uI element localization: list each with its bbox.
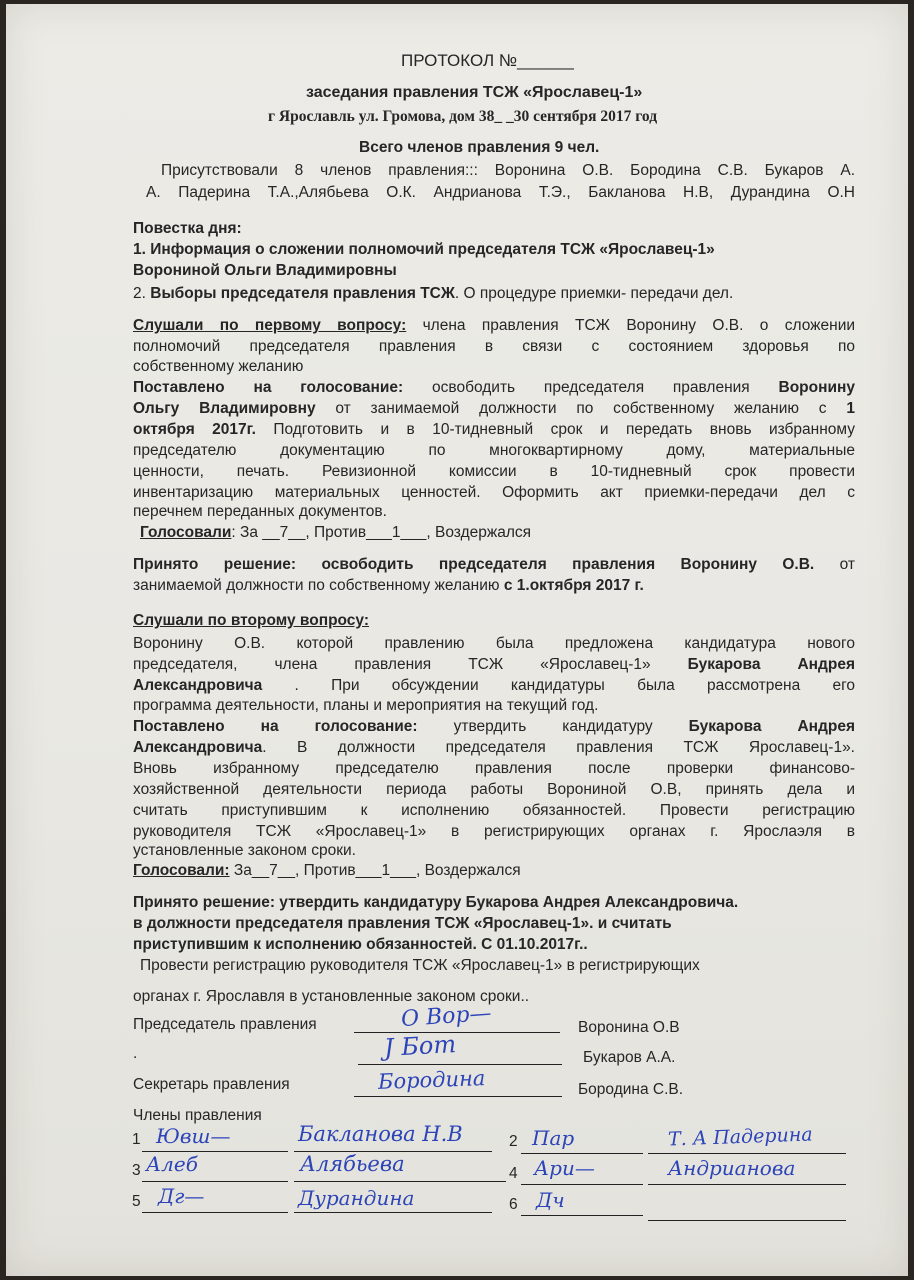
meeting-subtitle: заседания правления ТСЖ «Ярославец-1»	[306, 84, 643, 101]
chairman-name: Воронина О.В	[578, 1019, 680, 1036]
q2-vote-line-4: хозяйственной деятельности периода работы Ворониной О.В, принять дела и	[133, 781, 855, 798]
member-2-name-line	[648, 1153, 846, 1154]
member-2-signature: Пар	[532, 1126, 575, 1150]
attendance-line-1: Присутствовали 8 членов правления::: Воронина О.В. Бородина С.В. Букаров А.	[161, 162, 855, 179]
member-1-name: Бакланова Н.В	[298, 1122, 463, 1146]
secretary-signature: Бородина	[377, 1066, 486, 1094]
q2-heard-line-4: программа деятельности, планы и мероприятия на текущий год.	[133, 697, 599, 714]
q1-vote-line-3: октября 2017г. Подготовить и в 10-тидневный срок и передать вновь избранному	[133, 421, 855, 438]
member-6-signature: Дч	[536, 1188, 565, 1212]
q1-heard-line-2: полномочий председателя правления в связи с состоянием здоровья по	[133, 338, 855, 355]
member-3-name: Алябьева	[300, 1152, 405, 1176]
new-chairman-name: Букаров А.А.	[583, 1049, 676, 1066]
agenda-item-1-cont: Ворониной Ольги Владимировны	[133, 262, 397, 279]
member-6-sign-line	[521, 1215, 643, 1216]
new-chairman-signature-line	[358, 1064, 562, 1065]
total-members: Всего членов правления 9 чел.	[359, 139, 600, 156]
member-num-6: 6	[509, 1196, 518, 1213]
member-1-signature: Ювш—	[156, 1124, 231, 1148]
chairman-signature: О Вор—	[400, 1000, 493, 1033]
q1-heard-line-3: собственному желанию	[133, 358, 304, 375]
q2-decision-line-2: в должности председателя правления ТСЖ «Ярославец-1». и считать	[133, 915, 672, 932]
q2-heard-line-3: Александровича . При обсуждении кандидатуры была рассмотрена его	[133, 677, 855, 694]
member-3-sign-line	[142, 1181, 288, 1182]
member-5-signature: Дг—	[158, 1184, 205, 1208]
attendance-line-2: А. Падерина Т.А.,Алябьева О.К. Андрианова Т.Э., Бакланова Н.В, Дурандина О.Н	[146, 184, 855, 201]
q1-decision-line-2: занимаемой должности по собственному желанию с 1.октября 2017 г.	[133, 577, 644, 594]
member-4-signature: Ари—	[534, 1156, 595, 1180]
q2-vote-line-7: установленные законом сроки.	[133, 842, 356, 859]
q2-heard-line-2: председателя, члена правления ТСЖ «Ярославец-1» Букарова Андрея	[133, 656, 855, 673]
q2-voted: Голосовали: За__7__, Против___1___, Воздержался	[133, 862, 521, 879]
secretary-label: Секретарь правления	[133, 1076, 290, 1093]
member-num-3: 3	[132, 1162, 141, 1179]
member-num-1: 1	[132, 1131, 141, 1148]
member-5-name-line	[294, 1212, 492, 1213]
q2-heard-label: Слушали по второму вопросу:	[133, 612, 369, 629]
document-title: ПРОТОКОЛ №______	[401, 51, 574, 70]
q2-vote-line-2: Александровича. В должности председателя правления ТСЖ Ярославец-1».	[133, 739, 855, 756]
q1-vote-line-1: Поставлено на голосование: освободить председателя правления Воронину	[133, 379, 855, 396]
q2-decision-line-4: Провести регистрацию руководителя ТСЖ «Ярославец-1» в регистрирующих	[140, 957, 700, 974]
bullet-dot: .	[133, 1045, 138, 1062]
member-num-4: 4	[509, 1165, 518, 1182]
q2-vote-line-3: Вновь избранному председателю правления после проверки финансово-	[133, 760, 855, 777]
q2-vote-line-1: Поставлено на голосование: утвердить кандидатуру Букарова Андрея	[133, 718, 855, 735]
q2-heard-line-1: Воронину О.В. которой правлению была предложена кандидатура нового	[133, 635, 855, 652]
member-4-name-line	[648, 1184, 846, 1185]
q2-decision-line-5: органах г. Ярославля в установленные законом сроки..	[133, 988, 530, 1005]
q1-voted: Голосовали: За __7__, Против___1___, Воздержался	[140, 524, 532, 541]
q2-decision-line-1: Принято решение: утвердить кандидатуру Букарова Андрея Александровича.	[133, 894, 739, 911]
member-3-signature: Алеб	[146, 1152, 198, 1176]
protocol-sheet	[6, 4, 908, 1276]
member-num-2: 2	[509, 1133, 518, 1150]
members-label: Члены правления	[133, 1107, 262, 1124]
member-num-5: 5	[132, 1193, 141, 1210]
member-5-sign-line	[142, 1212, 288, 1213]
q1-heard-line-1: Слушали по первому вопросу: члена правления ТСЖ Воронину О.В. о сложении	[133, 317, 856, 334]
member-2-sign-line	[521, 1153, 643, 1154]
member-6-name-line	[648, 1220, 846, 1221]
secretary-name: Бородина С.В.	[578, 1081, 684, 1098]
q1-vote-line-4: председателю документацию по многоквартирному дому, материальные	[133, 442, 855, 459]
chairman-label: Председатель правления	[133, 1016, 317, 1033]
meeting-place-date: г Ярославль ул. Громова, дом 38_ _30 сентября 2017 год	[268, 108, 658, 125]
agenda-item-1: 1. Информация о сложении полномочий председателя ТСЖ «Ярославец-1»	[133, 241, 715, 258]
agenda-heading: Повестка дня:	[133, 220, 242, 237]
member-5-name: Дурандина	[298, 1186, 415, 1210]
q2-vote-line-5: считать приступившим к исполнению обязанностей. Провести регистрацию	[133, 802, 855, 819]
q1-vote-line-7: перечнем переданных документов.	[133, 503, 387, 520]
member-4-sign-line	[521, 1184, 643, 1185]
q1-vote-line-2: Ольгу Владимировну от занимаемой должности по собственному желанию с 1	[133, 400, 855, 417]
member-2-name: Т. А Падерина	[667, 1123, 813, 1151]
member-3-name-line	[294, 1181, 506, 1182]
new-chairman-signature: Ј Бот	[383, 1030, 457, 1062]
q2-decision-line-3: приступившим к исполнению обязанностей. С 01.10.2017г..	[133, 936, 588, 953]
member-4-name: Андрианова	[668, 1156, 796, 1180]
q1-vote-line-5: ценности, печать. Ревизионной комиссии в 10-тидневный срок провести	[133, 463, 855, 480]
q1-vote-line-6: инвентаризацию материальных ценностей. Оформить акт приемки-передачи дел с	[133, 484, 855, 501]
q1-decision-line-1: Принято решение: освободить председателя правления Воронину О.В. от	[133, 556, 855, 573]
q2-vote-line-6: руководителя ТСЖ «Ярославец-1» в регистрирующих органах г. Ярослаэля в	[133, 823, 855, 840]
agenda-item-2: 2. Выборы председателя правления ТСЖ. О процедуре приемки- передачи дел.	[133, 285, 734, 302]
secretary-signature-line	[354, 1096, 562, 1097]
